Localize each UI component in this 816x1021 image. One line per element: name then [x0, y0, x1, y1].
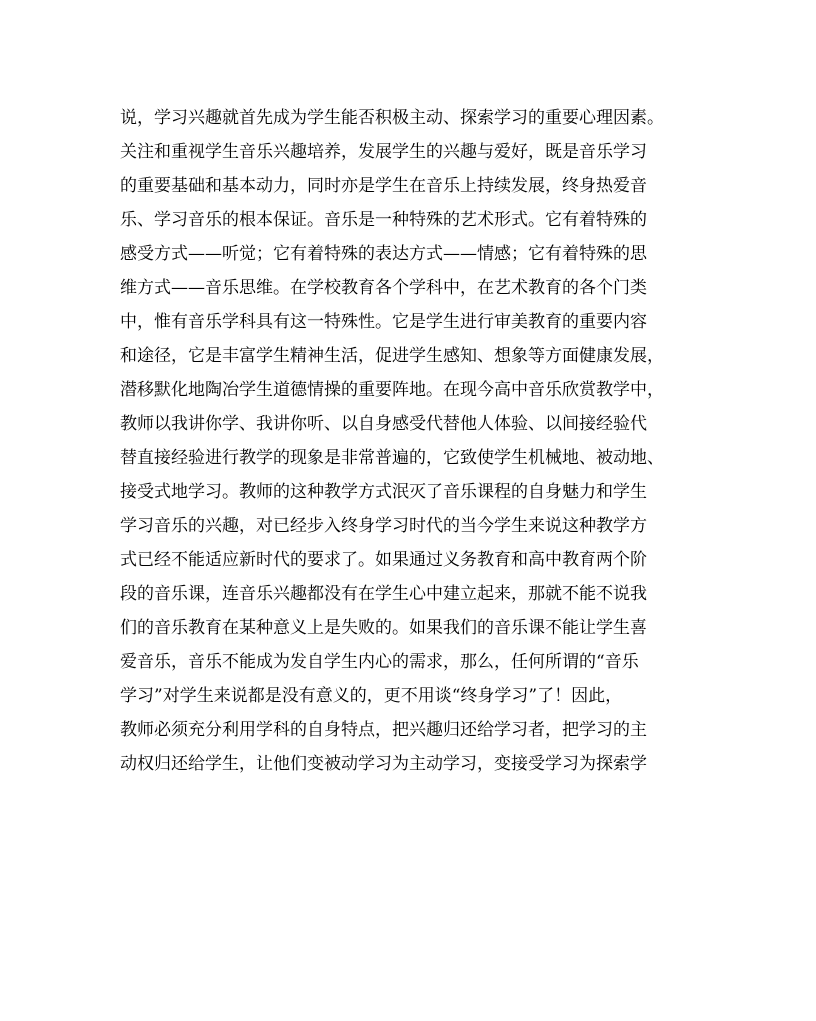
text-line: 教师以我讲你学、我讲你听、以自身感受代替他人体验、以间接经验代: [120, 414, 647, 434]
text-line: 接受式地学习。教师的这种教学方式泯灭了音乐课程的自身魅力和学生: [120, 482, 647, 502]
text-line: 动权归还给学生，让他们变被动学习为主动学习，变接受学习为探索学: [120, 754, 647, 774]
body-text: [120, 101, 700, 781]
text-line: 潜移默化地陶冶学生道德情操的重要阵地。在现今高中音乐欣赏教学中，: [120, 380, 664, 400]
text-line: 维方式——音乐思维。在学校教育各个学科中，在艺术教育的各个门类: [120, 278, 647, 298]
text-line: 说，学习兴趣就首先成为学生能否积极主动、探索学习的重要心理因素。: [120, 108, 664, 128]
text-line: 乐、学习音乐的根本保证。音乐是一种特殊的艺术形式。它有着特殊的: [120, 210, 647, 230]
text-line: 中，惟有音乐学科具有这一特殊性。它是学生进行审美教育的重要内容: [120, 312, 647, 332]
text-line: 和途径，它是丰富学生精神生活，促进学生感知、想象等方面健康发展，: [120, 346, 664, 366]
text-line: 感受方式——听觉；它有着特殊的表达方式——情感；它有着特殊的思: [120, 244, 647, 264]
text-line: 爱音乐，音乐不能成为发自学生内心的需求，那么，任何所谓的“音乐: [120, 652, 639, 672]
text-line: 学习”对学生来说都是没有意义的，更不用谈“终身学习”了！因此，: [120, 686, 623, 706]
text-line: 段的音乐课，连音乐兴趣都没有在学生心中建立起来，那就不能不说我: [120, 584, 647, 604]
text-line: 的重要基础和基本动力，同时亦是学生在音乐上持续发展，终身热爱音: [120, 176, 647, 196]
text-line: 替直接经验进行教学的现象是非常普遍的，它致使学生机械地、被动地、: [120, 448, 664, 468]
text-line: 式已经不能适应新时代的要求了。如果通过义务教育和高中教育两个阶: [120, 550, 647, 570]
text-line: 学习音乐的兴趣，对已经步入终身学习时代的当今学生来说这种教学方: [120, 516, 647, 536]
text-line: 关注和重视学生音乐兴趣培养，发展学生的兴趣与爱好，既是音乐学习: [120, 142, 647, 162]
text-line: 们的音乐教育在某种意义上是失败的。如果我们的音乐课不能让学生喜: [120, 618, 647, 638]
text-line: 教师必须充分利用学科的自身特点，把兴趣归还给学习者，把学习的主: [120, 720, 647, 740]
